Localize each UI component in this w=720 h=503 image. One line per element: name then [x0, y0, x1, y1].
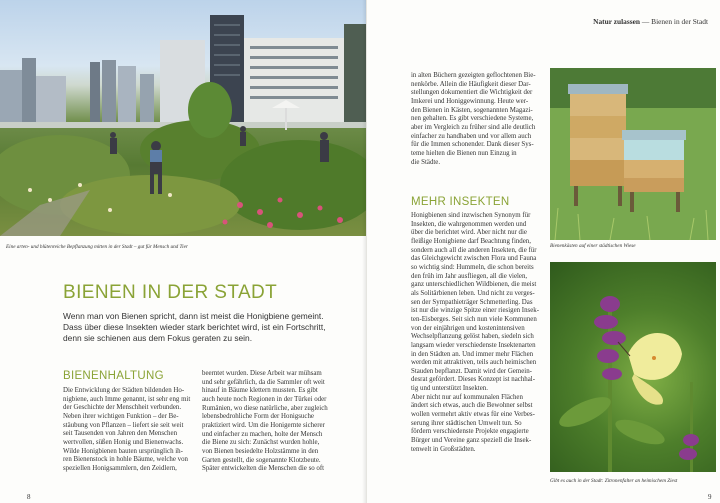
text-line: den Bienen in Kästen, sogenannten Magazi-	[411, 106, 533, 114]
text-line: wertvollen, süßen Honig und Bienenwachs.	[63, 438, 184, 446]
text-line: werden mit attraktiven, teils auch heimischen	[411, 359, 537, 367]
text-line: die Städte.	[411, 158, 441, 166]
garden-caption: Eine arten- und blütenreiche Bepflanzung mitten in der Stadt – gut für Mensch und Tier	[6, 244, 188, 250]
lead-line: Wenn man von Bienen spricht, dann ist meist die Honigbiene gemeint.	[63, 311, 324, 321]
rooftop-garden-photo	[0, 0, 366, 236]
body-column-3-bottom	[411, 212, 543, 454]
text-line: nenkörbe. Allein die Häufigkeit dieser Dar-	[411, 80, 531, 88]
text-line: ist nur die winzige Spitze einer riesigen Insek-	[411, 307, 540, 315]
text-line: serung ihrer städtischen Umwelt tun. So	[411, 419, 522, 427]
text-line: Honigbienen sind inzwischen Synonym für	[411, 212, 531, 219]
text-line: tenwelt in Großstädten.	[411, 445, 476, 453]
text-line: Bürger und Vereine ganz speziell die Insek-	[411, 437, 532, 445]
running-header-section: Natur zulassen	[593, 17, 641, 26]
butterfly-photo	[550, 262, 716, 472]
body-column-1	[63, 387, 199, 474]
text-line: hinauf in Bäume klettern mussten. Es gibt	[202, 387, 318, 395]
body-column-2	[202, 370, 342, 474]
text-line: der Geschichte der Menschheit verbunden.	[63, 404, 182, 412]
running-header-title: Bienen in der Stadt	[651, 17, 708, 26]
text-line: Garten gestellt, die sogenannte Klotzbeute.	[202, 456, 321, 464]
text-line: einfacher zu handhaben und vor allem auch	[411, 132, 532, 140]
rooftop-garden-illustration	[0, 0, 366, 236]
text-line: in den Städten an. Und immer mehr Flächen	[411, 350, 534, 358]
text-line: so wichtig sind: Hummeln, die schon bereits	[411, 263, 534, 271]
text-line: als Solitärbienen leben. Und nicht zu verges-	[411, 289, 535, 297]
text-line: speziellen Honigsammlern, den Zeidlern,	[63, 464, 177, 472]
lead-paragraph	[63, 311, 359, 344]
section-heading-bienenhaltung: BIENENHALTUNG	[63, 370, 164, 382]
text-line: Aber nicht nur auf kommunalen Flächen	[411, 393, 523, 401]
text-line: ten-Eisberges. Seit sich nun viele Kommunen	[411, 315, 537, 323]
page-number-left: 8	[27, 493, 31, 501]
text-line: auch heute noch Regionen in der Türkei oder	[202, 395, 327, 403]
beehives-photo	[550, 68, 716, 240]
text-line: seit Tausenden von Jahren den Menschen	[63, 430, 178, 438]
text-line: nigbiene, auch Imme genannt, ist sehr eng mit	[63, 395, 191, 403]
text-line: über die berichtet wird. Aber nicht nur die	[411, 229, 527, 237]
text-line: wollen vermehrt aktiv etwas für eine Verbes-	[411, 411, 535, 419]
text-line: Später entwickelten die Menschen die so oft	[202, 465, 325, 473]
beehives-illustration	[550, 68, 716, 240]
text-line: von Bienen besiedelte Holzstämme in den	[202, 447, 319, 455]
text-line: ren Bienenstock in hohle Bäume, welche von	[63, 456, 188, 464]
text-line: teme hielten die Bienen nun Einzug in	[411, 149, 517, 157]
text-line: stäubung von Pflanzen – liefert sie seit weit	[63, 421, 184, 429]
text-line: Stauden bepflanzt. Damit wird der Gemein-	[411, 367, 532, 375]
text-line: und sehr gefährlich, da die Sammler oft weit	[202, 378, 325, 386]
text-line: stellungen dokumentiert die Wichtigkeit der	[411, 89, 533, 97]
text-line: desrat gefördert. Dieses Konzept ist nachhal-	[411, 376, 535, 384]
text-line: ändert sich etwas, auch die Bewohner selbst	[411, 402, 533, 410]
text-line: Insekten, die wahrgenommen werden und	[411, 220, 527, 228]
text-line: tig und unterstützt Insekten.	[411, 385, 488, 393]
lead-line: denn sie schienen aus dem Fokus geraten zu sein.	[63, 333, 253, 343]
running-header-separator: —	[641, 17, 650, 26]
text-line: fleißige Honigbiene darf Beachtung finden,	[411, 237, 531, 245]
text-line: Wechselpflanzung gelöst haben, siedeln sich	[411, 333, 534, 341]
right-page	[366, 0, 720, 503]
text-line: fördern verschiedenste Projekte engagierte	[411, 428, 529, 436]
text-line: in alten Büchern gezeigten geflochtenen Bie-	[411, 72, 536, 79]
text-line: und einfacher zu machen, holte der Mensch	[202, 430, 323, 438]
text-line: sondern auch all die anderen Insekten, die für	[411, 246, 537, 254]
hives-caption: Bienenkästen auf einer städtischen Wiese	[550, 243, 636, 249]
text-line: Imkerei und Honiggewinnung. Heute wer-	[411, 97, 529, 105]
text-line: beerntet wurden. Diese Arbeit war mühsam	[202, 370, 322, 377]
butterfly-illustration	[550, 262, 716, 472]
lead-line: Dass über diese Insekten wieder stark berichtet wird, ist ein Fortschritt,	[63, 322, 326, 332]
text-line: sen der Sympathieträger Schmetterling. Das	[411, 298, 533, 306]
text-line: nen gehalten. Es gibt verschiedene Systeme,	[411, 115, 534, 123]
text-line: Neben ihrer wichtigen Funktion – der Be-	[63, 412, 179, 420]
text-line: langsam wieder verschiedenste Insektenarten	[411, 341, 536, 349]
text-line: praktiziert wird. Um die Honigernte sicherer	[202, 421, 325, 429]
text-line: ganz unterschiedlichen Wildbienen, die meist	[411, 281, 537, 289]
text-line: von der einjährigen und kostenintensiven	[411, 324, 525, 332]
text-line: Wilde Honigbienen bauten ursprünglich ih-	[63, 447, 183, 455]
text-line: für die Immen schonender. Dank dieser Sys-	[411, 141, 534, 149]
page-number-right: 9	[708, 493, 712, 501]
text-line: Rumänien, wo diese natürliche, aber zugleich	[202, 404, 328, 412]
section-heading-mehr-insekten: MEHR INSEKTEN	[411, 196, 510, 208]
text-line: das Gleichgewicht zwischen Flora und Fauna	[411, 255, 537, 263]
text-line: aber im Vergleich zu früher sind alle deutlich	[411, 123, 536, 131]
text-line: die Biene zu sich: Zunächst wurden hohle,	[202, 439, 320, 447]
text-line: lebensbedrohliche Form der Honigsuche	[202, 413, 314, 421]
text-line: den früh im Jahr ausfliegen, all die vielen,	[411, 272, 528, 280]
page-title: BIENEN IN DER STADT	[63, 282, 278, 303]
body-column-3-top	[411, 72, 543, 167]
butterfly-caption: Gibt es auch in der Stadt: Zitronenfalter an heimischem Ziest	[550, 478, 678, 484]
text-line: Die Entwicklung der Städten bildenden Ho-	[63, 387, 185, 394]
running-header	[593, 17, 708, 26]
